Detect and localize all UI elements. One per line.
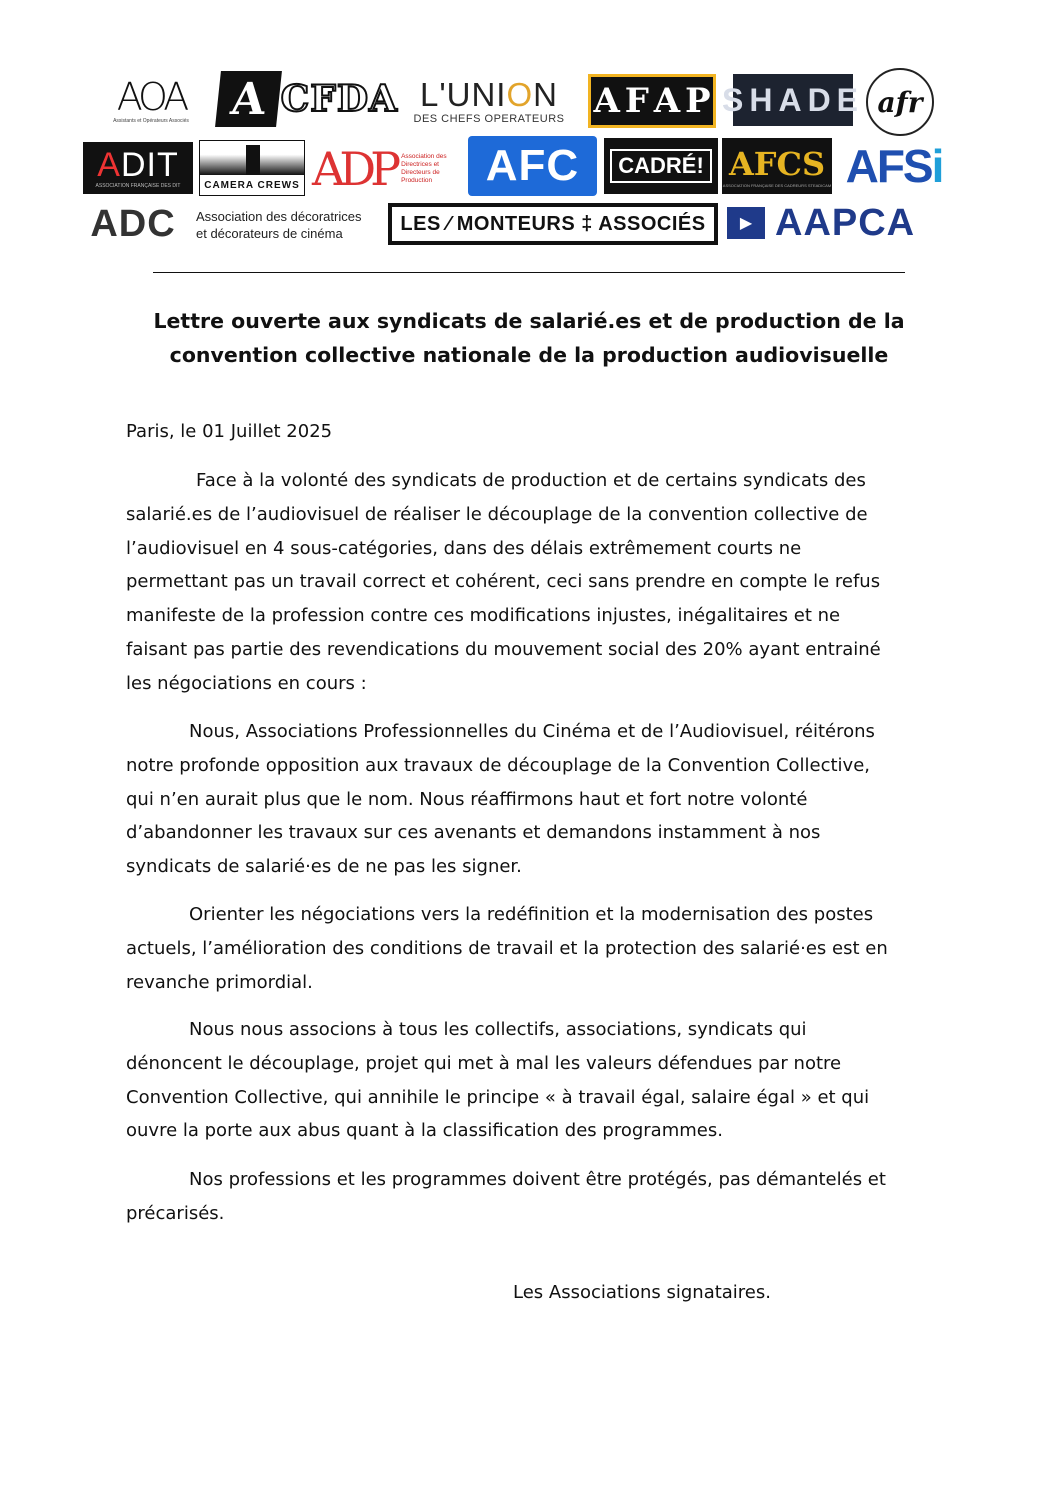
paragraph [126, 464, 926, 701]
paragraph-line: permettant pas un travail correct et cohérent, ceci sans prendre en compte le refus [126, 571, 881, 593]
adp-logo [312, 140, 470, 198]
adc-caption-line: et décorateurs de cinéma [196, 226, 343, 241]
union-logo-text: L'UNION [419, 76, 558, 113]
paragraph-line: d’abandonner les travaux sur ces avenants et demandons instamment à nos [126, 822, 821, 844]
paragraph-line: syndicats de salarié·es de ne pas les signer. [126, 856, 522, 878]
union-chefs-operateurs-logo [414, 74, 564, 128]
aoa-logo [104, 70, 198, 132]
paragraph-line: les négociations en cours : [126, 672, 367, 694]
camera-crews-tower [246, 145, 260, 175]
title-line: convention collective nationale de la production audiovisuelle [169, 343, 889, 367]
shade-logo-text: SHADE [722, 81, 865, 118]
camera-crews-logo [199, 140, 305, 196]
film-play-icon: ▶ [727, 207, 765, 239]
paragraph [126, 1163, 926, 1231]
cfda-logo [218, 70, 398, 128]
paragraph-line: Nous, Associations Professionnelles du Cinéma et de l’Audiovisuel, réitérons [189, 721, 875, 742]
afap-letter: F [624, 81, 649, 121]
afcs-logo [722, 138, 832, 194]
monteurs-logo-text: LES ⁄ MONTEURS ‡ ASSOCIÉS [400, 212, 706, 235]
cfda-logo-text: CFDA [280, 78, 398, 120]
aoa-logo-mark: AOA [116, 75, 186, 119]
aapca-logo-text: AAPCA [775, 201, 916, 244]
paragraph-line: Orienter les négociations vers la redéfinition et la modernisation des postes [189, 904, 874, 925]
union-logo-caption: DES CHEFS OPERATEURS [413, 113, 565, 125]
paragraph-line: précarisés. [126, 1202, 225, 1224]
adit-logo [83, 142, 193, 194]
adc-logo [83, 200, 183, 248]
adc-logo-text: ADC [90, 202, 176, 245]
signature: Les Associations signataires. [513, 1282, 771, 1303]
afc-logo [468, 136, 597, 196]
camera-crews-text: CAMERA CREWS [204, 180, 300, 191]
paragraph-line: dénoncent le découplage, projet qui met à mal les valeurs défendues par notre [126, 1052, 842, 1074]
paragraph-line: l’audiovisuel en 4 sous-catégories, dans des délais extrêmement courts ne [126, 537, 802, 559]
afap-letter: A [593, 81, 620, 121]
afsi-logo [838, 138, 950, 194]
aoa-logo-caption: Assistants et Opérateurs Associés [113, 118, 189, 124]
letter-title [130, 304, 928, 372]
adit-logo-caption: ASSOCIATION FRANÇAISE DES DIT [95, 183, 181, 189]
afc-logo-text: AFC [485, 141, 580, 190]
header-divider [153, 272, 905, 273]
afap-logo [588, 74, 716, 128]
cfda-clapper-mark: A [215, 71, 282, 127]
adc-logo-caption [196, 206, 386, 244]
paragraph-line: Face à la volonté des syndicats de production et de certains syndicats des [196, 470, 866, 491]
afcs-logo-text: AFCS [728, 144, 826, 183]
afap-letter: A [653, 81, 681, 121]
afap-letter: P [684, 81, 711, 121]
adit-logo-text: ADIT [97, 146, 179, 184]
paragraph [126, 715, 926, 884]
adp-logo-mark: ADP [312, 142, 396, 196]
paragraph [126, 1013, 926, 1148]
monteurs-associes-logo [388, 203, 718, 245]
adc-caption-line: Association des décoratrices [196, 209, 362, 224]
title-line: Lettre ouverte aux syndicats de salarié.es et de production de la [153, 309, 905, 333]
shade-logo [722, 74, 865, 126]
paragraph-line: faisant pas partie des revendications du mouvement social des 20% ayant entrainé [126, 638, 881, 660]
paragraph-line: Nous nous associons à tous les collectifs, associations, syndicats qui [189, 1019, 807, 1040]
paragraph-line: notre profonde opposition aux travaux de découplage de la Convention Collective, [126, 754, 871, 776]
afsi-logo-text: AFSi [845, 140, 943, 192]
paragraph-line: salarié.es de l’audiovisuel de réaliser le découplage de la convention collective de [126, 503, 868, 525]
paragraph-line: Convention Collective, qui annihile le principe « à travail égal, salaire égal » et qui [126, 1086, 870, 1108]
adp-logo-caption: Association des Directrices et Directeurs de Production [401, 153, 447, 184]
paragraph-line: manifeste de la profession contre ces modifications injustes, inégalitaires et ne [126, 605, 841, 627]
paragraph-line: actuels, l’amélioration des conditions de travail et la protection des salarié·es est en [126, 937, 888, 959]
afr-logo-text: afr [877, 85, 923, 119]
afcs-logo-caption: ASSOCIATION FRANÇAISE DES CADREURS STEADICAM [722, 182, 832, 188]
letter-date: Paris, le 01 Juillet 2025 [126, 421, 333, 442]
aapca-logo [727, 202, 953, 244]
paragraph-line: qui n’en aurait plus que le nom. Nous réaffirmons haut et fort notre volonté [126, 788, 808, 810]
paragraph-line: Nos professions et les programmes doivent être protégés, pas démantelés et [189, 1169, 886, 1190]
paragraph [126, 898, 926, 999]
paragraph-line: ouvre la porte aux abus quant à la classification des programmes. [126, 1120, 723, 1142]
paragraph-line: revanche primordial. [126, 971, 313, 993]
cadre-logo-text: CADRÉ! [618, 153, 704, 178]
cadre-logo [604, 138, 718, 194]
afr-logo [866, 68, 934, 136]
